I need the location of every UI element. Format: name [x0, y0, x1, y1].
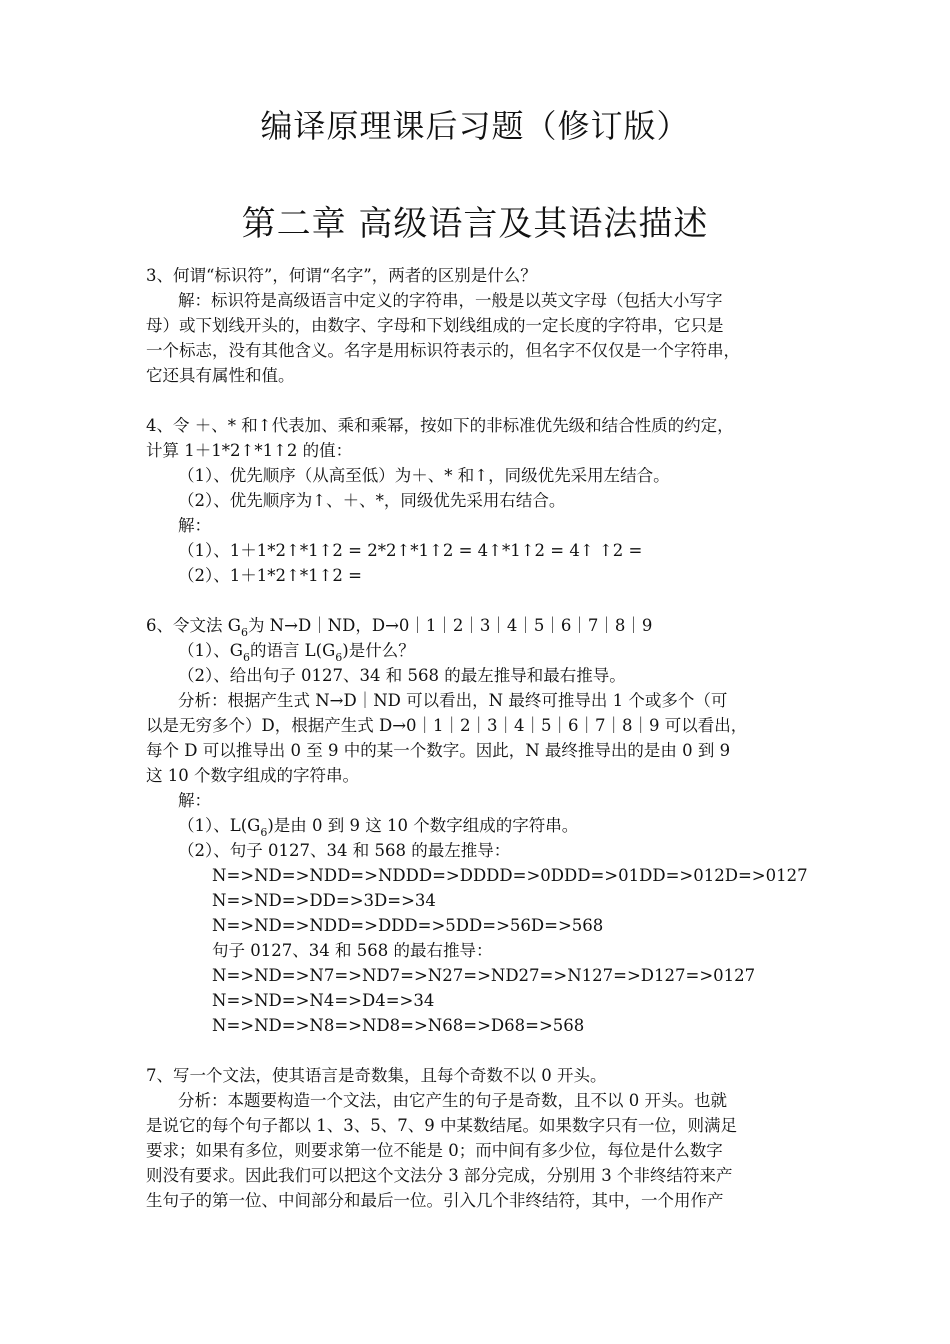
rightmost-derivation: N=>ND=>N8=>ND8=>N68=>D68=>568 [212, 1016, 585, 1035]
q6-part-1-text: 的语言 L(G [249, 641, 336, 660]
q6-part-1-text: （1）、G [178, 641, 243, 660]
q6-part-2: （2）、给出句子 0127、34 和 568 的最左推导和最右推导。 [178, 666, 626, 685]
q6-analysis-line: 分析：根据产生式 N→D｜ND 可以看出，N 最终可推导出 1 个或多个（可 [178, 691, 728, 710]
q3-answer-line: 它还具有属性和值。 [146, 366, 295, 385]
leftmost-derivation: N=>ND=>DD=>3D=>34 [212, 891, 436, 910]
rightmost-derivation: N=>ND=>N4=>D4=>34 [212, 991, 435, 1010]
q7-question: 7、写一个文法，使其语言是奇数集，且每个奇数不以 0 开头。 [146, 1066, 607, 1085]
q3-question: 3、何谓“标识符”，何谓“名字”，两者的区别是什么？ [146, 266, 537, 285]
q7-analysis-line: 分析：本题要构造一个文法，由它产生的句子是奇数，且不以 0 开头。也就 [178, 1091, 727, 1110]
chapter-title: 第二章 高级语言及其语法描述 [241, 204, 709, 244]
q4-solution-1: （1）、1＋1*2↑*1↑2 = 2*2↑*1↑2 = 4↑*1↑2 = 4↑ ↑2 = [178, 541, 643, 560]
leftmost-derivation: N=>ND=>NDD=>NDDD=>DDDD=>0DDD=>01DD=>012D=>0127 [212, 866, 808, 885]
q6-analysis-line: 每个 D 可以推导出 0 至 9 中的某一个数字。因此，N 最终推导出的是由 0 到 9 [146, 741, 731, 760]
q4-solution-2: （2）、1＋1*2↑*1↑2 = [178, 566, 362, 585]
q3-answer-line: 解：标识符是高级语言中定义的字符串，一般是以英文字母（包括大小写字 [178, 291, 723, 310]
q4-question-line: 4、令 ＋、* 和↑代表加、乘和乘幂，按如下的非标准优先级和结合性质的约定， [146, 416, 734, 435]
q4-condition-2: （2）、优先顺序为↑、＋、*，同级优先采用右结合。 [178, 491, 566, 510]
rightmost-title: 句子 0127、34 和 568 的最右推导： [212, 941, 493, 960]
subscript: 6 [242, 651, 250, 664]
leftmost-derivation: N=>ND=>NDD=>DDD=>5DD=>56D=>568 [212, 916, 604, 935]
q7-analysis-line: 生句子的第一位、中间部分和最后一位。引入几个非终结符，其中，一个用作产 [146, 1191, 724, 1210]
q6-grammar-text: 6、令文法 G [146, 616, 241, 635]
rightmost-derivation: N=>ND=>N7=>ND7=>N27=>ND27=>N127=>D127=>0127 [212, 966, 756, 985]
q6-grammar-text: 为 N→D｜ND，D→0｜1｜2｜3｜4｜5｜6｜7｜8｜9 [247, 616, 653, 635]
q6-answer-1-text: （1）、L(G [178, 816, 261, 835]
q3-answer-line: 一个标志，没有其他含义。名字是用标识符表示的，但名字不仅仅是一个字符串， [146, 341, 740, 360]
q6-grammar [146, 613, 652, 638]
subscript: 6 [260, 826, 268, 839]
document-title: 编译原理课后习题（修订版） [260, 107, 690, 145]
q4-question-line: 计算 1＋1*2↑*1↑2 的值： [146, 441, 353, 460]
q7-analysis-line: 是说它的每个句子都以 1、3、5、7、9 中某数结尾。如果数字只有一位，则满足 [146, 1116, 737, 1135]
q6-analysis-line: 这 10 个数字组成的字符串。 [146, 766, 359, 785]
q6-answer-2-title: （2）、句子 0127、34 和 568 的最左推导： [178, 841, 511, 860]
q6-solution-label: 解： [178, 791, 211, 810]
q6-analysis-line: 以是无穷多个）D，根据产生式 D→0｜1｜2｜3｜4｜5｜6｜7｜8｜9 可以看出， [146, 716, 748, 735]
subscript: 6 [240, 626, 248, 639]
q6-part-1 [178, 638, 415, 663]
q7-analysis-line: 要求；如果有多位，则要求第一位不能是 0；而中间有多少位，每位是什么数字 [146, 1141, 723, 1160]
q6-part-1-text: )是什么？ [342, 641, 415, 660]
q4-condition-1: （1）、优先顺序（从高至低）为＋、* 和↑，同级优先采用左结合。 [178, 466, 670, 485]
subscript: 6 [335, 651, 343, 664]
q6-answer-1-text: )是由 0 到 9 这 10 个数字组成的字符串。 [267, 816, 579, 835]
q3-answer-line: 母）或下划线开头的，由数字、字母和下划线组成的一定长度的字符串，它只是 [146, 316, 724, 335]
q7-analysis-line: 则没有要求。因此我们可以把这个文法分 3 部分完成，分别用 3 个非终结符来产 [146, 1166, 733, 1185]
q6-answer-1 [178, 813, 578, 838]
q4-solution-label: 解： [178, 516, 211, 535]
